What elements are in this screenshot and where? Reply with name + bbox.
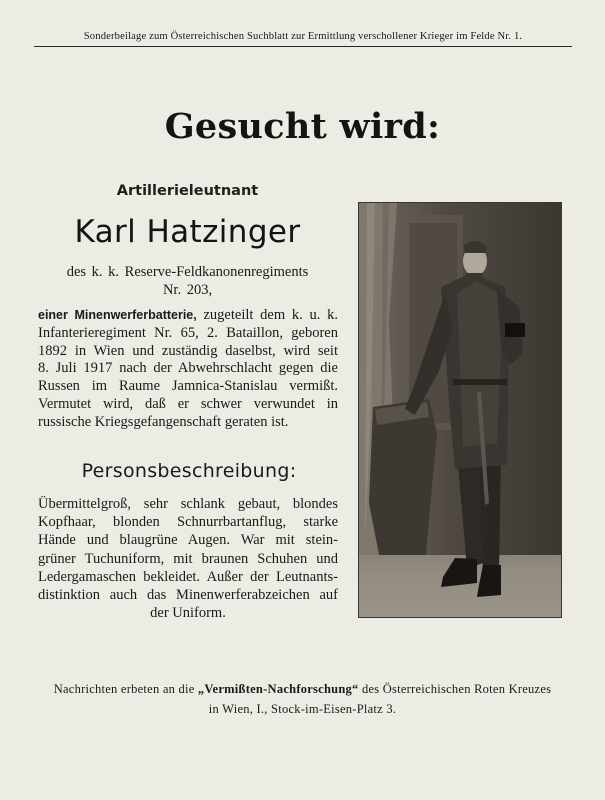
description-line: grüner Tuchuniform, mit braunen Schuhen und xyxy=(38,550,338,567)
paragraph-line: 8. Juli 1917 nach der Abwehrschlacht gegen die xyxy=(38,360,338,377)
header-divider xyxy=(34,46,572,47)
footer-text: Nachrichten erbeten an die xyxy=(53,682,198,696)
description-line: Kopfhaar, blonden Schnurrbartanflug, starke xyxy=(38,514,338,531)
paragraph-line: Infanterieregiment Nr. 65, 2. Bataillon, geboren xyxy=(38,324,338,341)
paragraph-line xyxy=(38,307,338,325)
description-line: Hände und blaugrüne Augen. War mit stein- xyxy=(38,532,338,549)
description-line: Übermittelgroß, sehr schlank gebaut, blondes xyxy=(38,496,338,512)
description-line: Ledergamaschen bekleidet. Außer der Leutnants- xyxy=(38,568,338,585)
paragraph-line: 1892 in Wien und zuständig daselbst, wird seit xyxy=(38,342,338,359)
subject-details-paragraph xyxy=(38,307,338,432)
battery-lead-words: einer Minenwerferbatterie, xyxy=(38,308,197,322)
supplement-header-line: Sonderbeilage zum Österreichischen Suchblatt zur Ermittlung verschollener Krieger im Felde Nr. 1. xyxy=(83,31,523,42)
subject-name: Karl Hatzinger xyxy=(74,214,301,250)
description-heading: Personsbeschreibung: xyxy=(81,460,297,482)
regiment-line: Nr. 203, xyxy=(162,281,213,298)
footer-address: in Wien, I., Stock-im-Eisen-Platz 3. xyxy=(208,702,397,716)
footer-line xyxy=(20,679,585,699)
footer-emphasis: „Vermißten-Nachforschung“ xyxy=(197,682,359,696)
subject-regiment xyxy=(40,264,335,299)
paragraph-line: Vermutet wird, daß er schwer verwundet in xyxy=(38,395,338,412)
regiment-line: des k. k. Reserve-Feldkanonenregiments xyxy=(66,264,309,280)
paragraph-line: Russen im Raume Jamnica-Stanislau vermißt. xyxy=(38,378,338,395)
contact-footer xyxy=(20,679,585,719)
description-paragraph xyxy=(38,495,338,622)
description-line: distinktion auch das Minenwerferabzeichen auf xyxy=(38,587,338,604)
subject-rank: Artillerieleutnant xyxy=(116,183,259,199)
paragraph-line: russische Kriegsgefangenschaft geraten ist. xyxy=(38,413,289,430)
soldier-portrait-photo xyxy=(358,202,562,618)
page-headline: Gesucht wird: xyxy=(164,106,441,147)
paragraph-line-rest: zugeteilt dem k. u. k. xyxy=(196,307,338,323)
footer-text: des Österreichischen Roten Kreuzes xyxy=(358,682,552,696)
description-line: der Uniform. xyxy=(150,605,226,622)
portrait-illustration xyxy=(359,203,561,617)
